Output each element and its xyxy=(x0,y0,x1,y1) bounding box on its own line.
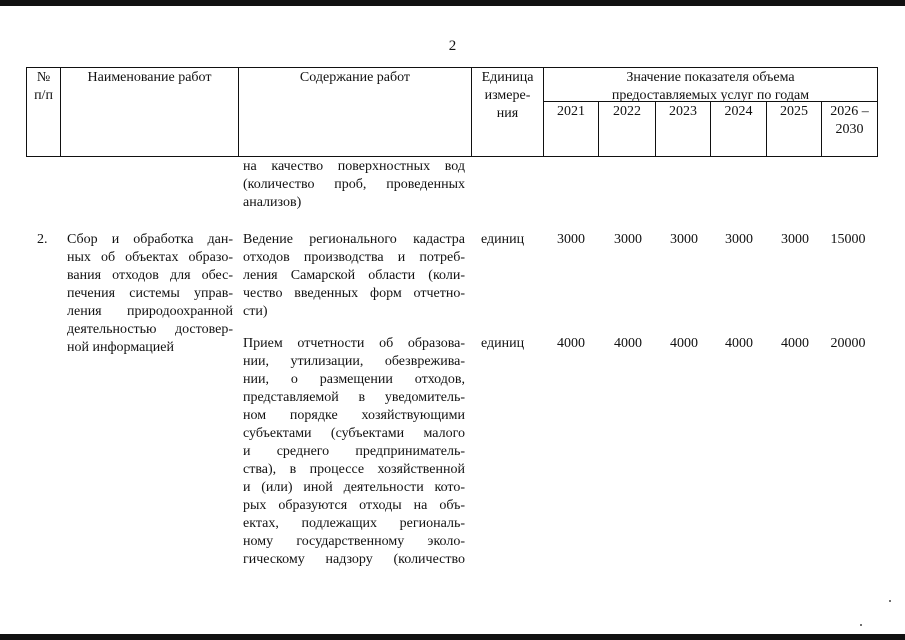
value-2026-2030: 20000 xyxy=(830,336,866,351)
text-line: ления Самарской области (коли- xyxy=(243,268,465,283)
value-2024: 4000 xyxy=(725,336,753,351)
header-col-unit-line: ния xyxy=(496,106,519,121)
value-2025: 3000 xyxy=(781,232,809,247)
text-line: гическому надзору (количество xyxy=(243,552,465,567)
text-line: (количество проб, проведенных xyxy=(243,177,465,192)
header-col-number xyxy=(27,69,60,105)
value-2024: 3000 xyxy=(725,232,753,247)
header-vline xyxy=(877,67,878,157)
header-year-2021: 2021 xyxy=(557,104,585,119)
header-col-name: Наименование работ xyxy=(87,70,212,85)
text-line: печения системы управ- xyxy=(67,286,233,301)
page-number: 2 xyxy=(448,38,457,54)
text-line: нии, утилизации, обезврежива- xyxy=(243,354,465,369)
text-line: Сбор и обработка дан- xyxy=(67,232,233,247)
text-line: ления природоохранной xyxy=(67,304,233,319)
text-line: сти) xyxy=(243,304,268,319)
text-line: ному государственному эколо- xyxy=(243,534,465,549)
text-line: субъектами (субъектами малого xyxy=(243,426,465,441)
header-year-2026-2030 xyxy=(822,103,877,139)
text-line: Ведение регионального кадастра xyxy=(243,232,465,247)
header-year-2022: 2022 xyxy=(613,104,641,119)
work-name xyxy=(67,231,233,357)
header-col-number-line: п/п xyxy=(34,88,53,103)
scan-speck xyxy=(860,624,862,626)
value-2022: 4000 xyxy=(614,336,642,351)
header-year-2025: 2025 xyxy=(780,104,808,119)
value-2023: 4000 xyxy=(670,336,698,351)
work-content-entry xyxy=(243,335,465,569)
header-col-value xyxy=(544,69,877,105)
header-col-value-line: предоставляемых услуг по годам xyxy=(611,88,810,103)
row-number: 2. xyxy=(37,232,48,247)
header-col-value-line: Значение показателя объема xyxy=(626,70,795,85)
text-line: ном порядке хозяйствующими xyxy=(243,408,465,423)
header-year-range-line: 2026 – xyxy=(830,104,869,119)
value-2021: 4000 xyxy=(557,336,585,351)
text-line: ных об объектах образо- xyxy=(67,250,233,265)
unit-value: единиц xyxy=(481,232,525,247)
text-line: вания отходов для обес- xyxy=(67,268,233,283)
header-line-top xyxy=(26,67,878,68)
header-year-2023: 2023 xyxy=(669,104,697,119)
header-line-bottom xyxy=(26,156,878,157)
text-line: и (или) иной деятельности кото- xyxy=(243,480,465,495)
text-line: чество введенных форм отчетно- xyxy=(243,286,465,301)
text-line: на качество поверхностных вод xyxy=(243,159,465,174)
header-col-content: Содержание работ xyxy=(299,70,411,85)
value-2022: 3000 xyxy=(614,232,642,247)
text-line: рых образуются отходы на объ- xyxy=(243,498,465,513)
continuation-text xyxy=(243,158,465,212)
value-2026-2030: 15000 xyxy=(830,232,866,247)
header-year-range-line: 2030 xyxy=(835,122,864,137)
bottom-border-bar xyxy=(0,634,905,640)
text-line: ектах, подлежащих региональ- xyxy=(243,516,465,531)
top-border-bar xyxy=(0,0,905,6)
header-col-unit-line: Единица xyxy=(481,70,534,85)
text-line: нии, о размещении отходов, xyxy=(243,372,465,387)
text-line: анализов) xyxy=(243,195,302,210)
work-content-entry xyxy=(243,231,465,321)
text-line: отходов производства и потреб- xyxy=(243,250,465,265)
text-line: представляемой в уведомитель- xyxy=(243,390,465,405)
text-line: деятельностью достовер- xyxy=(67,322,233,337)
value-2023: 3000 xyxy=(670,232,698,247)
header-col-unit xyxy=(472,69,543,123)
scan-speck xyxy=(889,600,891,602)
header-col-number-line: № xyxy=(36,70,51,85)
header-year-2024: 2024 xyxy=(724,104,753,119)
value-2021: 3000 xyxy=(557,232,585,247)
header-col-unit-line: измере- xyxy=(484,88,531,103)
text-line: ной информацией xyxy=(67,340,174,355)
value-2025: 4000 xyxy=(781,336,809,351)
text-line: и среднего предприниматель- xyxy=(243,444,465,459)
unit-value: единиц xyxy=(481,336,525,351)
text-line: ства), в процессе хозяйственной xyxy=(243,462,465,477)
text-line: Прием отчетности об образова- xyxy=(243,336,465,351)
